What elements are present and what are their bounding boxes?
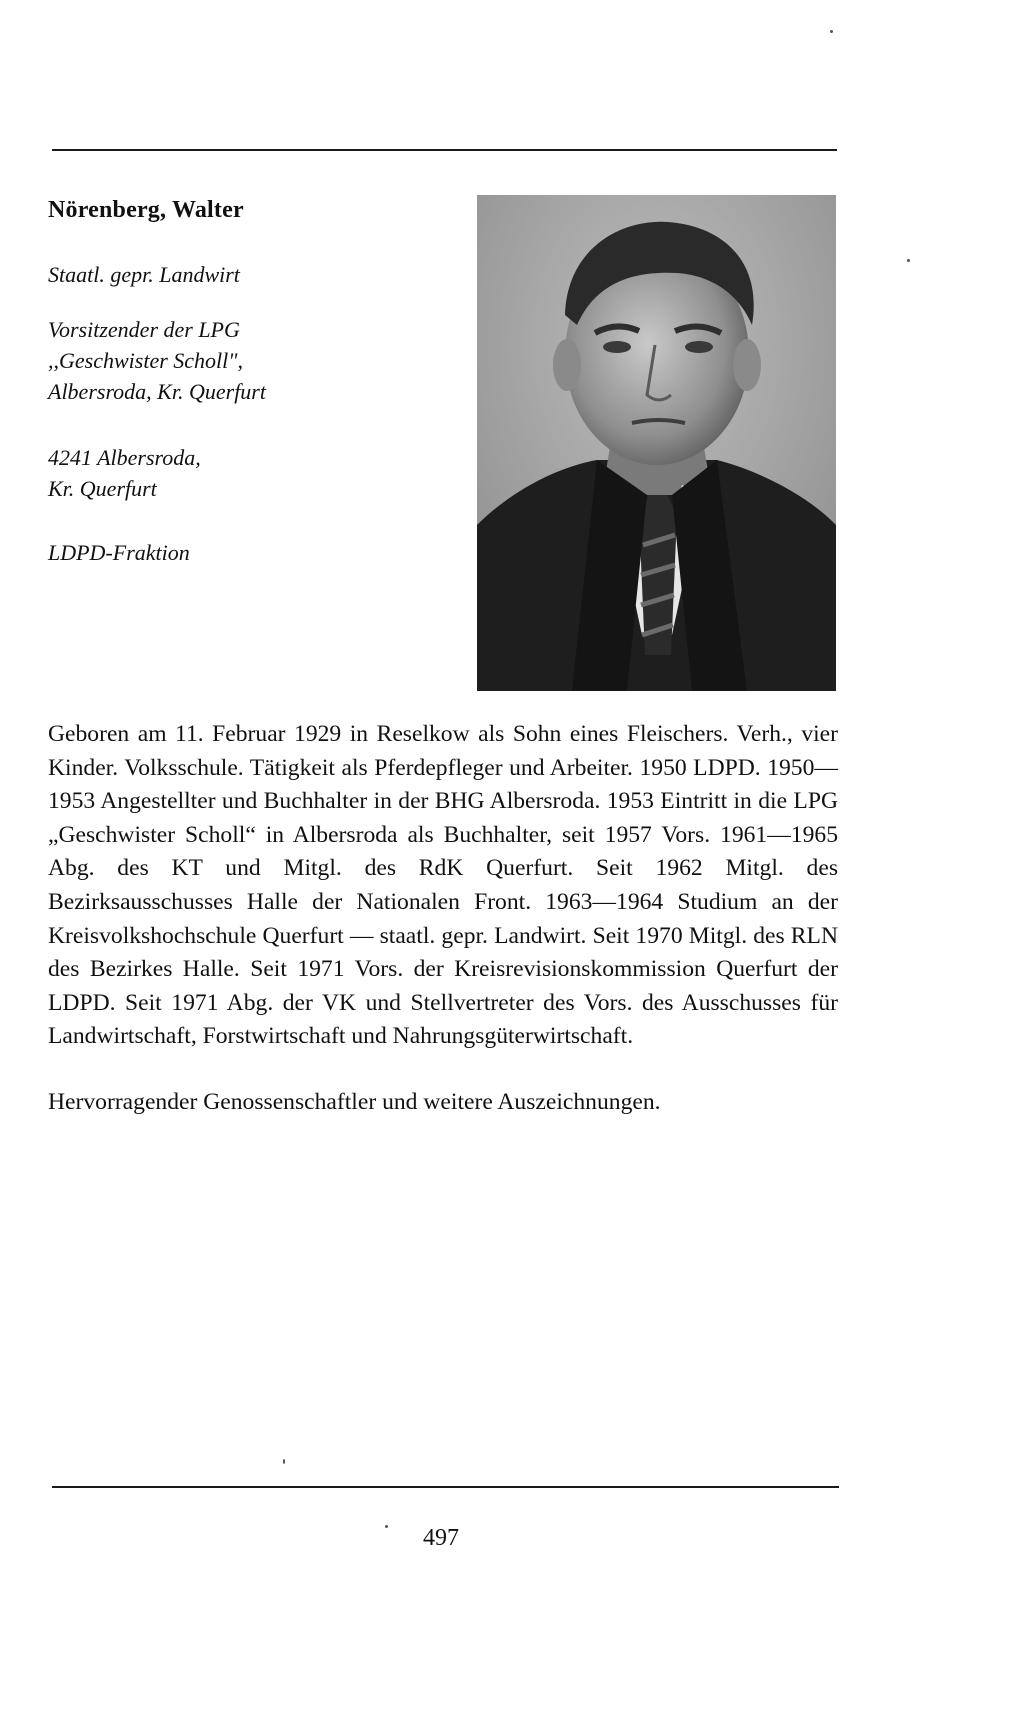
page-number: 497 [423, 1525, 459, 1551]
address-line: Kr. Querfurt [48, 476, 157, 501]
position-block [48, 314, 428, 407]
position-line: ,,Geschwister Scholl", [48, 348, 243, 373]
scan-speck [385, 1525, 388, 1528]
address-line: 4241 Albersroda, [48, 445, 201, 470]
scan-speck [907, 259, 910, 262]
bottom-divider [52, 1486, 839, 1488]
awards-text: Hervorragender Genossenschaftler und weitere Auszeichnungen. [48, 1089, 661, 1115]
scan-speck [283, 1459, 285, 1464]
person-name: Nörenberg, Walter [48, 197, 244, 223]
qualification: Staatl. gepr. Landwirt [48, 262, 240, 287]
position-line: Albersroda, Kr. Querfurt [48, 379, 266, 404]
top-divider [52, 149, 837, 151]
address-block [48, 442, 201, 504]
scan-speck [830, 30, 833, 33]
parliamentary-fraction: LDPD-Fraktion [48, 540, 190, 565]
biography-text: Geboren am 11. Februar 1929 in Reselkow als Sohn eines Fleischers. Verh., vier Kinder. Volksschule. Tätigkeit als Pferdepfleger und Arbeiter. 1950 LDPD. 1950—1953 Angestellter und Buchhalter in der BHG Albersroda. 1953 Eintritt in die LPG „Geschwister Scholl“ in Albersroda als Buchhalter, seit 1957 Vors. 1961—1965 Abg. des KT und Mitgl. des RdK Querfurt. Seit 1962 Mitgl. des Bezirksausschusses Halle der Nationalen Front. 1963—1964 Studium an der Kreisvolkshochschule Querfurt — staatl. gepr. Landwirt. Seit 1970 Mitgl. des RLN des Bezirkes Halle. Seit 1971 Vors. der Kreisrevisionskommission Querfurt der LDPD. Seit 1971 Abg. der VK und Stellvertreter des Vors. des Ausschusses für Landwirtschaft, Forstwirtschaft und Nahrungsgüterwirtschaft. [48, 721, 838, 1050]
position-line: Vorsitzender der LPG [48, 317, 240, 342]
portrait-photo [477, 195, 836, 691]
